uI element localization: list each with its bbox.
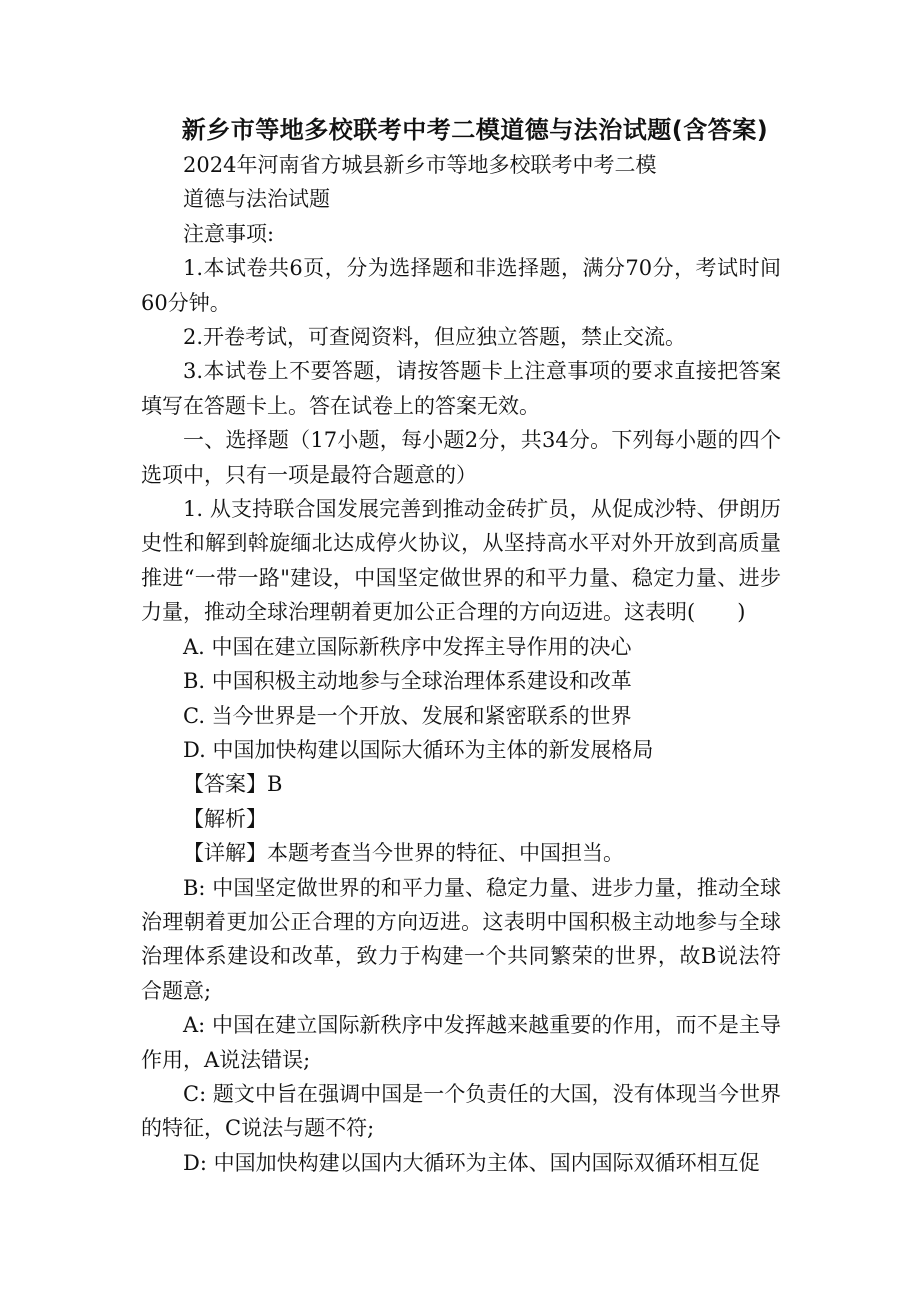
document-body (141, 148, 781, 1180)
answer-option-c: C. 当今世界是一个开放、发展和紧密联系的世界 (183, 703, 632, 728)
subject-paragraph: 道德与法治试题 (183, 187, 330, 212)
answer-option-b: B. 中国积极主动地参与全球治理体系建设和改革 (183, 669, 632, 694)
section-heading: 一、选择题（17小题，每小题2分，共34分。下列每小题的四个选项中，只有一项是最符合题意的） (141, 428, 781, 487)
detail-paragraph: 【详解】本题考查当今世界的特征、中国担当。 (183, 841, 624, 866)
notice-heading: 注意事项: (183, 221, 275, 246)
explanation-c: C: 题文中旨在强调中国是一个负责任的大国，没有体现当今世界的特征，C说法与题不符; (141, 1081, 781, 1141)
notice-item: 1.本试卷共6页，分为选择题和非选择题，满分70分，考试时间60分钟。 (141, 256, 781, 315)
answer-option-a: A. 中国在建立国际新秩序中发挥主导作用的决心 (183, 634, 632, 659)
explanation-d: D: 中国加快构建以国内大循环为主体、国内国际双循环相互促 (183, 1150, 760, 1175)
explanation-b: B: 中国坚定做世界的和平力量、稳定力量、进步力量，推动全球治理朝着更加公正合理的方向迈进。这表明中国积极主动地参与全球治理体系建设和改革，致力于构建一个共同繁荣的世界，故B说法符合题意; (141, 875, 781, 1003)
document-title: 新乡市等地多校联考中考二模道德与法治试题(含答案) (181, 116, 769, 144)
notice-item: 3.本试卷上不要答题，请按答题卡上注意事项的要求直接把答案填写在答题卡上。答在试卷上的答案无效。 (141, 359, 781, 418)
analysis-label: 【解析】 (183, 806, 267, 831)
question-stem: 1. 从支持联合国发展完善到推动金砖扩员，从促成沙特、伊朗历史性和解到斡旋缅北达成停火协议，从坚持高水平对外开放到高质量推进“一带一路"建设，中国坚定做世界的和平力量、稳定力量、进步力量，推动全球治理朝着更加公正合理的方向迈进。这表明( ) (141, 497, 781, 625)
exam-name-paragraph: 2024年河南省方城县新乡市等地多校联考中考二模 (183, 153, 657, 177)
notice-item: 2.开卷考试，可查阅资料，但应独立答题，禁止交流。 (183, 325, 687, 350)
explanation-a: A: 中国在建立国际新秩序中发挥越来越重要的作用，而不是主导作用，A说法错误; (141, 1013, 781, 1072)
answer-label: 【答案】B (183, 772, 283, 797)
answer-option-d: D. 中国加快构建以国际大循环为主体的新发展格局 (183, 737, 654, 762)
